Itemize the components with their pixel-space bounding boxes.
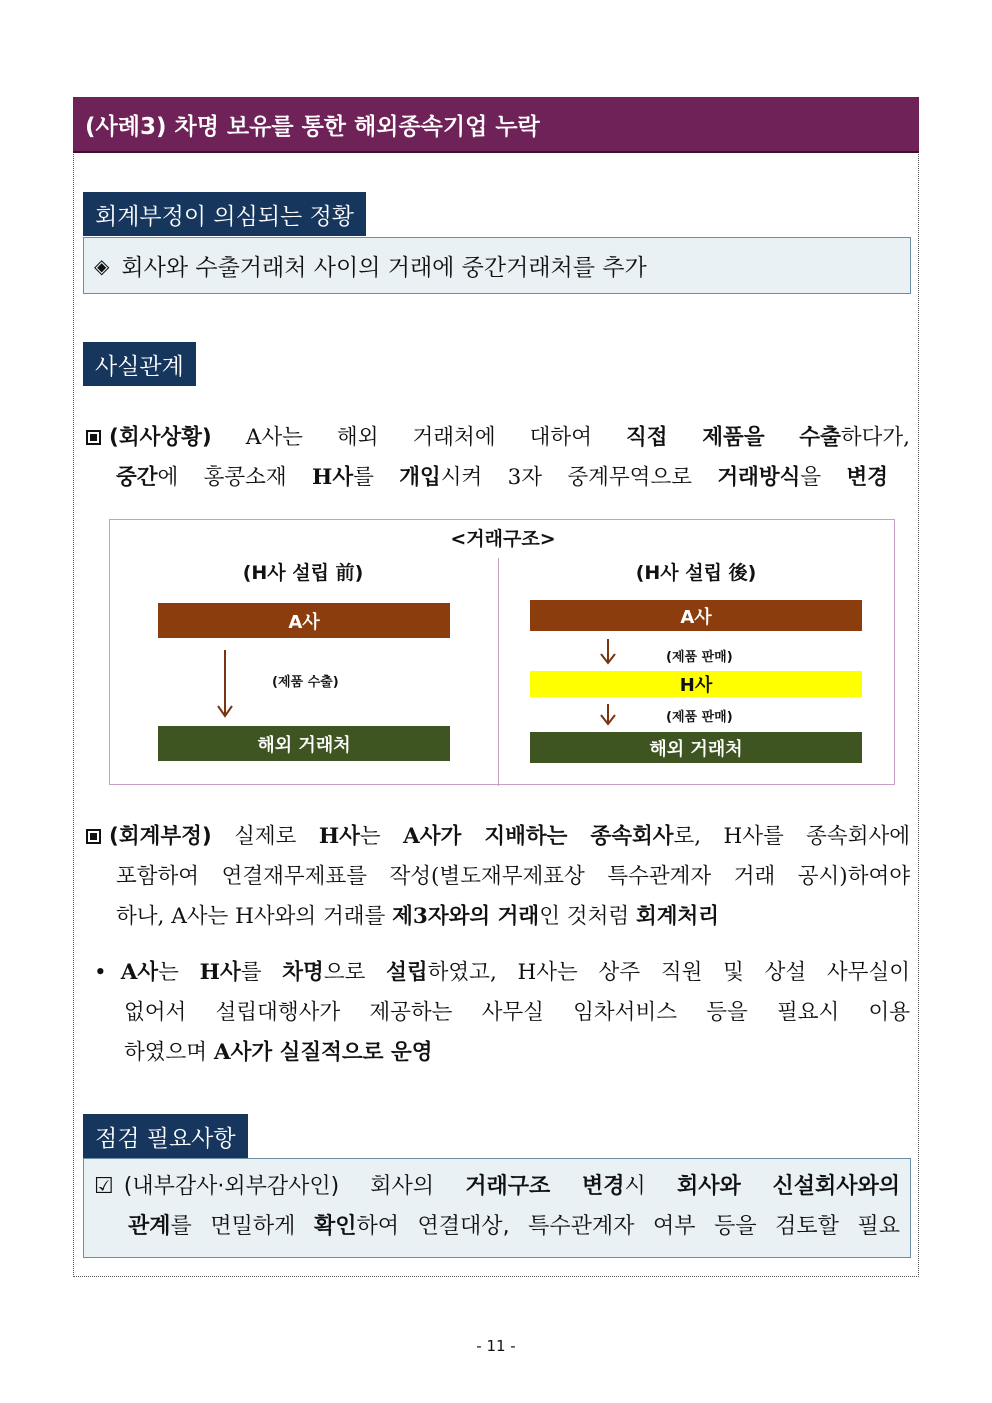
diagram-title: <거래구조> bbox=[450, 528, 556, 550]
company-situation-paragraph: (회사상황) A사는 해외 거래처에 대하여 직접 제품을 수출하다가, 중간에 홍콩소재 H사를 개입시켜 3자 중계무역으로 거래방식을 변경 bbox=[86, 418, 910, 498]
diamond-bullet-icon: ◈ bbox=[94, 253, 110, 278]
suspicion-section-tab: 회계부정이 의심되는 정황 bbox=[83, 192, 366, 236]
square-bullet-icon bbox=[86, 430, 101, 445]
transaction-structure-diagram bbox=[109, 519, 895, 785]
down-arrow-icon bbox=[217, 648, 233, 720]
after-overseas-box: 해외 거래처 bbox=[530, 732, 862, 763]
before-header: (H사 설립 前) bbox=[242, 562, 364, 584]
after-arrow2-label: (제품 판매) bbox=[666, 710, 733, 725]
case-title: (사례3) 차명 보유를 통한 해외종속기업 누락 bbox=[73, 97, 919, 153]
after-company-h-box: H사 bbox=[530, 671, 862, 697]
before-arrow-label: (제품 수출) bbox=[272, 675, 339, 690]
accounting-fraud-paragraph: (회계부정) 실제로 H사는 A사가 지배하는 종속회사로, H사를 종속회사에 포함하여 연결재무제표를 작성(별도재무제표상 특수관계자 거래 공시)하여야 하나, A사는 H사와의 거래를 제3자와의 거래인 것처럼 회계처리 bbox=[86, 817, 910, 937]
detail-bullet-paragraph: • A사는 H사를 차명으로 설립하였고, H사는 상주 직원 및 상설 사무실이 없어서 설립대행사가 제공하는 사무실 임차서비스 등을 필요시 이용 하였으며 A사가 실질적으로 운영 bbox=[94, 960, 910, 1065]
facts-section-tab: 사실관계 bbox=[83, 342, 196, 386]
checkbox-checked-icon: ☑ bbox=[94, 1174, 114, 1199]
page-number: - 11 - bbox=[476, 1337, 516, 1355]
diagram-divider bbox=[498, 558, 499, 786]
before-company-a-box: A사 bbox=[158, 603, 450, 638]
after-header: (H사 설립 後) bbox=[635, 562, 757, 584]
after-company-a-box: A사 bbox=[530, 600, 862, 631]
square-bullet-icon bbox=[86, 829, 101, 844]
check-box: ☑ (내부감사·외부감사인) 회사의 거래구조 변경시 회사와 신설회사와의 관계를 면밀하게 확인하여 연결대상, 특수관계자 여부 등을 검토할 필요 bbox=[83, 1158, 911, 1258]
suspicion-box bbox=[83, 237, 911, 294]
check-section-tab: 점검 필요사항 bbox=[83, 1114, 248, 1158]
down-arrow-icon bbox=[600, 638, 616, 666]
dot-bullet-icon: • bbox=[94, 960, 107, 985]
before-overseas-box: 해외 거래처 bbox=[158, 726, 450, 761]
after-arrow1-label: (제품 판매) bbox=[666, 650, 733, 665]
suspicion-text: 회사와 수출거래처 사이의 거래에 중간거래처를 추가 bbox=[121, 255, 647, 281]
down-arrow-icon bbox=[600, 703, 616, 727]
